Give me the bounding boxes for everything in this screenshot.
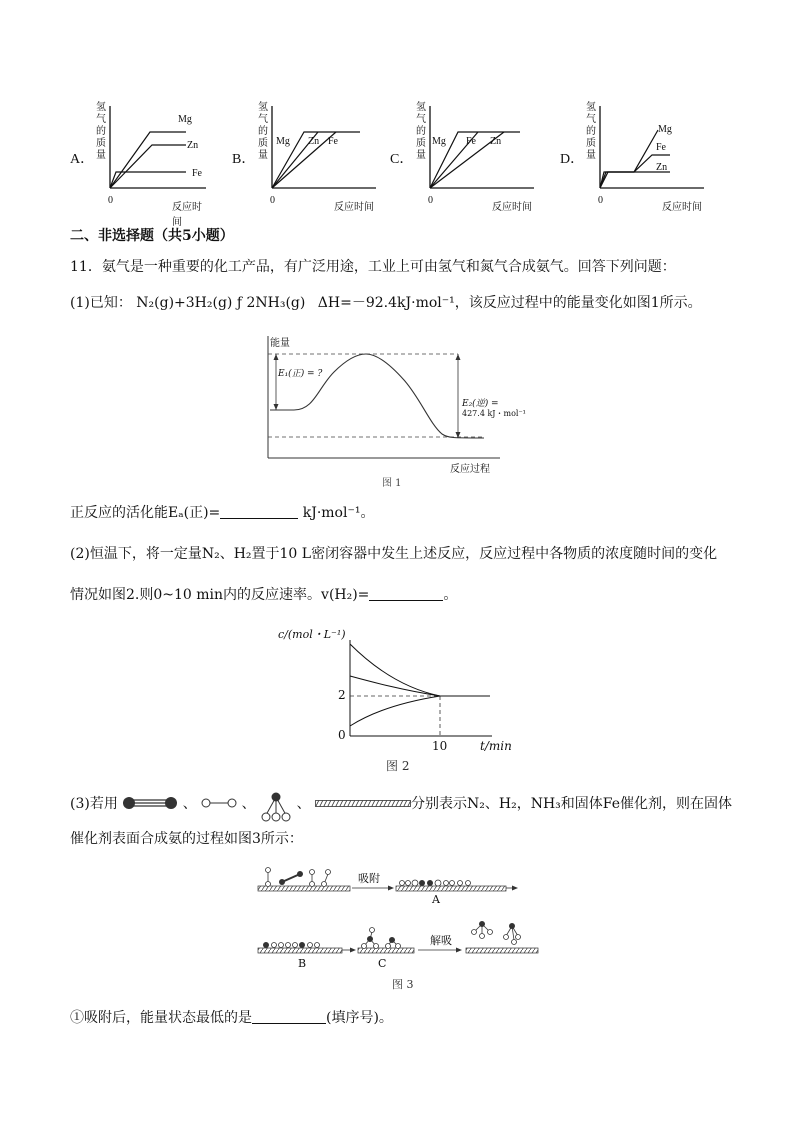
- curve-label-mg: Mg: [276, 136, 290, 147]
- q11-part3-line1: [70, 792, 732, 814]
- q11-part1-question-unit: kJ·mol⁻¹。: [302, 505, 375, 521]
- answer-blank-vh2[interactable]: [369, 586, 443, 601]
- q11-part1-question: [70, 503, 374, 523]
- fig2-x-label: t/min: [480, 739, 512, 753]
- fig2-caption: 图 2: [386, 759, 410, 773]
- option-graph-c: [390, 100, 540, 215]
- h2-molecule-icon: [201, 796, 237, 810]
- concentration-chart: [272, 626, 522, 751]
- fig2-origin: 0: [338, 728, 346, 742]
- curve-label-zn: Zn: [656, 162, 668, 173]
- option-label: A．: [70, 152, 95, 167]
- fig3-adsorb-label: 吸附: [358, 872, 380, 885]
- origin-label: 0: [428, 195, 433, 206]
- curve-label-fe: Fe: [192, 168, 202, 179]
- n2-molecule-icon: [122, 796, 178, 810]
- curve-label-fe: Fe: [466, 136, 476, 147]
- fig2-y-label: c/(mol・L⁻¹): [278, 628, 346, 641]
- y-axis-label: 氢气的质量: [586, 102, 596, 161]
- curve-label-fe: Fe: [656, 142, 666, 153]
- q11-part1-question-text: 正反应的活化能Eₐ(正)=: [70, 505, 221, 521]
- origin-label: 0: [598, 195, 603, 206]
- q11-delta-h: ΔH=－92.4kJ·mol⁻¹: [317, 295, 455, 311]
- fig1-x-label: 反应过程: [450, 464, 490, 475]
- origin-label: 0: [270, 195, 275, 206]
- q11-part3-sep1: 、: [182, 796, 197, 812]
- section-title: 二、非选择题（共5小题）: [70, 228, 234, 244]
- curve-label-fe: Fe: [328, 136, 338, 147]
- origin-label: 0: [108, 195, 113, 206]
- curve-label-zn: Zn: [187, 140, 199, 151]
- fig1-y-label: 能量: [270, 338, 290, 349]
- fe-catalyst-icon: [315, 800, 411, 808]
- option-label: C．: [390, 152, 414, 167]
- fig1-ea-label: E₁(正) = ?: [278, 369, 323, 379]
- answer-blank-lowest-energy[interactable]: [252, 1009, 326, 1024]
- option-graph-a: [70, 100, 210, 228]
- catalyst-process-diagram: [254, 860, 544, 970]
- q11-part2-line1: (2)恒温下，将一定量N₂、H₂置于10 L密闭容器中发生上述反应，反应过程中各物质的浓度随时间的变化: [70, 546, 718, 562]
- q11-part1-prefix: (1)已知：: [70, 295, 132, 311]
- nh3-molecule-icon: [260, 792, 292, 822]
- fig3-label-c: C: [378, 957, 387, 970]
- fig3-label-a: A: [432, 893, 440, 906]
- x-axis-label: 反应时间: [172, 202, 202, 228]
- q11-equation: N₂(g)+3H₂(g) ƒ 2NH₃(g): [136, 295, 306, 311]
- q11-part3-sep3: 、: [296, 796, 311, 812]
- q11-part2-end: 。: [443, 587, 458, 603]
- fig3-caption: 图 3: [392, 978, 414, 991]
- fig3-label-b: B: [298, 957, 307, 970]
- fig2-x-tick: 10: [432, 739, 448, 753]
- q11-part3-prefix: (3)若用: [70, 796, 118, 812]
- curve-label-mg: Mg: [178, 114, 192, 125]
- q11-part2-line2: [70, 585, 457, 605]
- figure-3: [254, 860, 544, 990]
- q11-part3-sep2: 、: [241, 796, 256, 812]
- q11-part3-middle: 分别表示N₂、H₂，NH₃和固体Fe催化剂，则在固体: [411, 796, 733, 812]
- y-axis-label: 氢气的质量: [258, 102, 268, 161]
- fig1-eb-label: E₂(逆) =: [462, 399, 499, 409]
- figure-2: [272, 626, 522, 776]
- q11-part3-question-suffix: (填序号)。: [326, 1010, 393, 1026]
- q11-part3-question-text: ①吸附后，能量状态最低的是: [70, 1010, 252, 1026]
- curve-label-zn: Zn: [490, 136, 502, 147]
- fig2-y-tick: 2: [338, 688, 346, 702]
- x-axis-label: 反应时间: [334, 202, 374, 213]
- curve-label-mg: Mg: [432, 136, 446, 147]
- curve-label-mg: Mg: [658, 124, 672, 135]
- option-label: B．: [232, 152, 256, 167]
- x-axis-label: 反应时间: [492, 202, 532, 213]
- fig1-caption: 图 1: [382, 478, 402, 489]
- q11-part3-question: [70, 1008, 393, 1028]
- x-axis-label: 反应时间: [662, 202, 702, 213]
- q11-intro: 11．氨气是一种重要的化工产品，有广泛用途，工业上可由氢气和氮气合成氨气。回答下列问题：: [70, 259, 676, 275]
- fig1-eb-value: 427.4 kJ・mol⁻¹: [462, 409, 526, 418]
- figure-1: [258, 328, 526, 489]
- option-label: D．: [560, 152, 585, 167]
- curve-label-zn: Zn: [308, 136, 320, 147]
- option-graph-b: [232, 100, 382, 215]
- fig3-desorb-label: 解吸: [430, 934, 452, 947]
- q11-part1: [70, 293, 702, 313]
- q11-part2-question-text: 情况如图2.则0~10 min内的反应速率。v(H₂)=: [70, 587, 370, 603]
- answer-blank-ea[interactable]: [220, 504, 298, 519]
- option-graph-d: [560, 100, 710, 215]
- q11-part1-suffix: ，该反应过程中的能量变化如图1所示。: [454, 295, 702, 311]
- q11-part3-line2: 催化剂表面合成氨的过程如图3所示：: [70, 831, 303, 847]
- y-axis-label: 氢气的质量: [416, 102, 426, 161]
- y-axis-label: 氢气的质量: [96, 102, 106, 161]
